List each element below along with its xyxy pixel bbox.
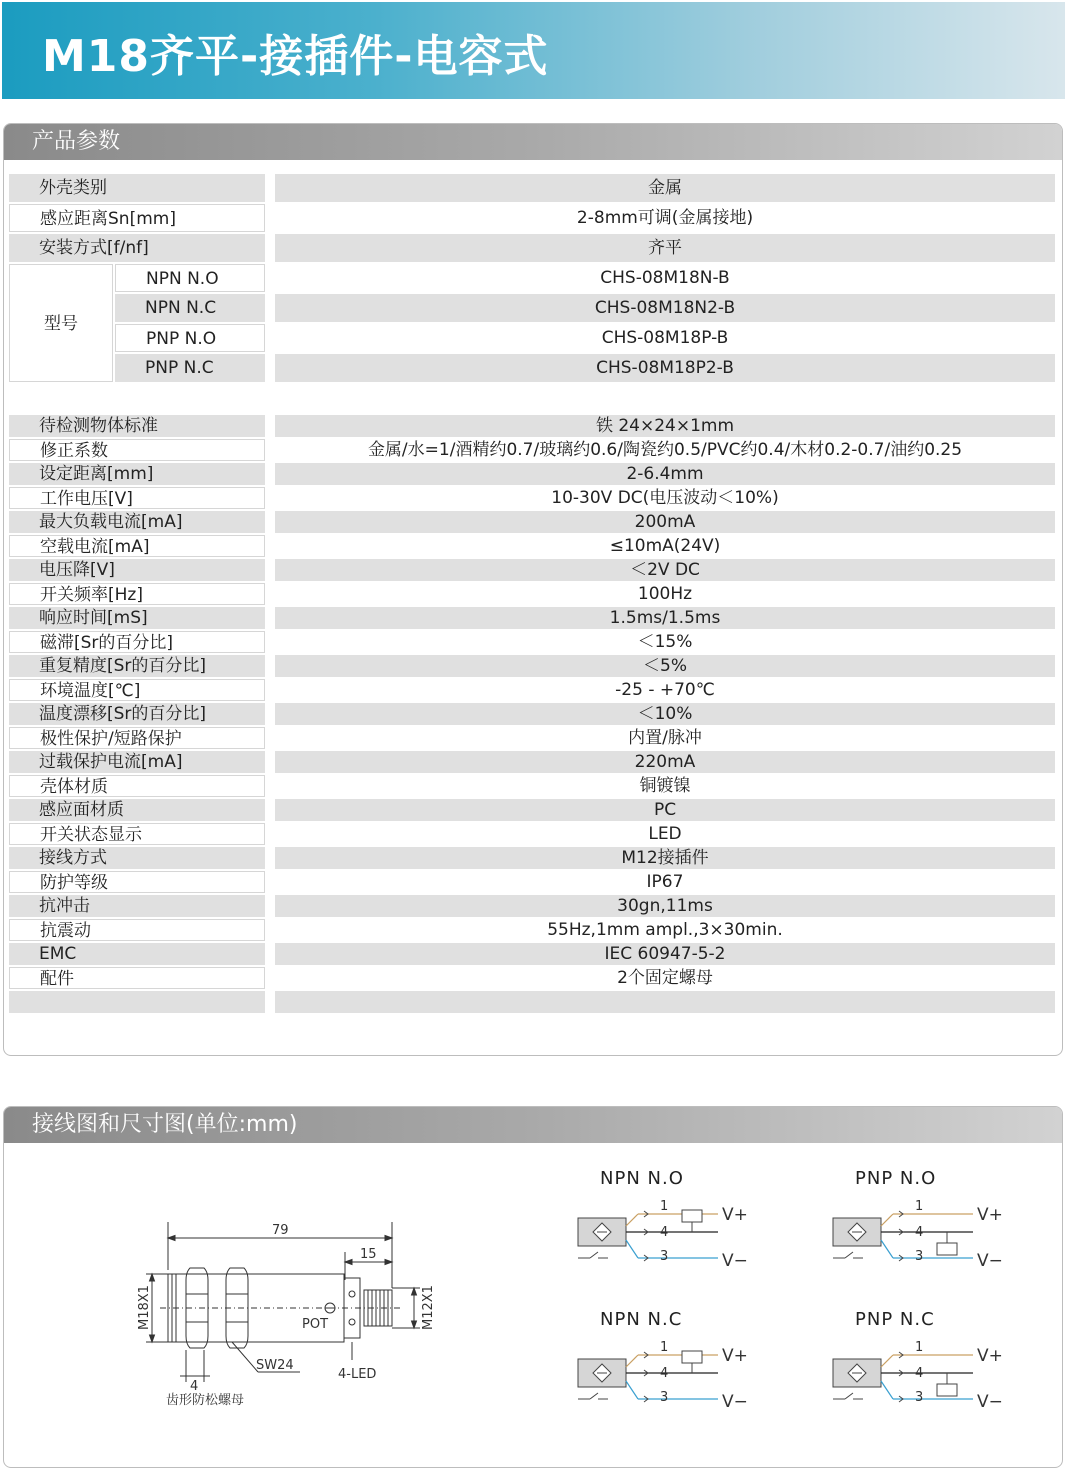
row-value: 铁 24×24×1mm bbox=[275, 415, 1055, 437]
model-type: NPN N.O bbox=[115, 264, 265, 292]
wiring-vminus: V− bbox=[722, 1251, 748, 1271]
row-value: 金属/水=1/酒精约0.7/玻璃约0.6/陶瓷约0.5/PVC约0.4/木材0.2-0.7/油约0.25 bbox=[275, 439, 1055, 461]
row-value: 10-30V DC(电压波动＜10%) bbox=[275, 487, 1055, 509]
wiring-diagram bbox=[831, 1194, 1031, 1294]
wiring-pin: 4 bbox=[660, 1225, 669, 1240]
row-label: 极性保护/短路保护 bbox=[9, 727, 265, 749]
row-value: M12接插件 bbox=[275, 847, 1055, 869]
row-value: ＜15% bbox=[275, 631, 1055, 653]
table-row bbox=[9, 463, 1055, 485]
table-row bbox=[9, 871, 1055, 893]
row-label: 开关状态显示 bbox=[9, 823, 265, 845]
dim-length-thread: 15 bbox=[360, 1247, 377, 1262]
model-code: CHS-08M18P2-B bbox=[275, 354, 1055, 382]
wiring-pin: 1 bbox=[915, 1199, 924, 1214]
dim-length-total: 79 bbox=[272, 1223, 289, 1238]
wiring-pin: 3 bbox=[915, 1249, 924, 1264]
row-label: 工作电压[V] bbox=[9, 487, 265, 509]
row-value: ＜2V DC bbox=[275, 559, 1055, 581]
table-row bbox=[9, 535, 1055, 557]
row-value: 100Hz bbox=[275, 583, 1055, 605]
wiring-pin: 3 bbox=[915, 1390, 924, 1405]
row-label: 修正系数 bbox=[9, 439, 265, 461]
params-panel bbox=[3, 123, 1063, 1056]
table-row bbox=[9, 919, 1055, 941]
wiring-vplus: V+ bbox=[722, 1346, 748, 1366]
model-row bbox=[115, 294, 1055, 322]
header-banner bbox=[2, 2, 1065, 99]
table-row bbox=[9, 679, 1055, 701]
wiring-pin: 3 bbox=[660, 1249, 669, 1264]
table-row bbox=[9, 967, 1055, 989]
diagram-unit: (单位:mm) bbox=[186, 1112, 298, 1137]
row-label: 开关频率[Hz] bbox=[9, 583, 265, 605]
page-title: M18齐平-接插件-电容式 bbox=[42, 31, 549, 82]
diagram-title: 接线图和尺寸图 bbox=[32, 1112, 187, 1137]
pot-label: POT bbox=[302, 1317, 329, 1332]
row-value: 220mA bbox=[275, 751, 1055, 773]
table-row bbox=[9, 991, 1055, 1013]
model-type: NPN N.C bbox=[115, 294, 265, 322]
row-label bbox=[9, 991, 265, 1013]
wiring-vminus: V− bbox=[977, 1251, 1003, 1271]
wiring-vplus: V+ bbox=[977, 1346, 1003, 1366]
row-label: 待检测物体标准 bbox=[9, 415, 265, 437]
row-value: 2-6.4mm bbox=[275, 463, 1055, 485]
table-row bbox=[9, 847, 1055, 869]
row-value: 金属 bbox=[275, 174, 1055, 202]
wiring-vminus: V− bbox=[722, 1392, 748, 1412]
wiring-pin: 1 bbox=[915, 1340, 924, 1355]
wiring-diagram bbox=[576, 1335, 776, 1435]
wiring-pin: 4 bbox=[915, 1225, 924, 1240]
row-label: 最大负载电流[mA] bbox=[9, 511, 265, 533]
table-row bbox=[9, 204, 1055, 232]
wiring-pin: 4 bbox=[660, 1366, 669, 1381]
row-value: PC bbox=[275, 799, 1055, 821]
table-row bbox=[9, 727, 1055, 749]
row-value: IEC 60947-5-2 bbox=[275, 943, 1055, 965]
row-value: ＜5% bbox=[275, 655, 1055, 677]
row-value: LED bbox=[275, 823, 1055, 845]
wiring-pin: 3 bbox=[660, 1390, 669, 1405]
wiring-vplus: V+ bbox=[722, 1205, 748, 1225]
row-label: 响应时间[mS] bbox=[9, 607, 265, 629]
model-type: PNP N.C bbox=[115, 354, 265, 382]
table-row bbox=[9, 583, 1055, 605]
row-label: 重复精度[Sr的百分比] bbox=[9, 655, 265, 677]
row-label: 安装方式[f/nf] bbox=[9, 234, 265, 262]
model-row bbox=[115, 354, 1055, 382]
row-value: 内置/脉冲 bbox=[275, 727, 1055, 749]
table-row bbox=[9, 511, 1055, 533]
model-code: CHS-08M18P-B bbox=[601, 328, 729, 348]
row-value: ＜10% bbox=[275, 703, 1055, 725]
row-label: 抗震动 bbox=[9, 919, 265, 941]
row-value bbox=[275, 991, 1055, 1013]
dim-body-thread: M18X1 bbox=[137, 1285, 152, 1330]
row-label: 环境温度[℃] bbox=[9, 679, 265, 701]
wiring-title: PNP N.C bbox=[855, 1309, 935, 1330]
wiring-vminus: V− bbox=[977, 1392, 1003, 1412]
model-label: 型号 bbox=[9, 264, 113, 382]
row-value: 55Hz,1mm ampl.,3×30min. bbox=[275, 919, 1055, 941]
row-label: 防护等级 bbox=[9, 871, 265, 893]
row-value: 铜镀镍 bbox=[275, 775, 1055, 797]
row-value: IP67 bbox=[275, 871, 1055, 893]
table-row bbox=[9, 799, 1055, 821]
row-label: 感应面材质 bbox=[9, 799, 265, 821]
row-label: 感应距离Sn[mm] bbox=[9, 204, 265, 232]
table-row bbox=[9, 607, 1055, 629]
row-label: 磁滞[Sr的百分比] bbox=[9, 631, 265, 653]
dimension-drawing bbox=[120, 1210, 450, 1420]
params-section-title: 产品参数 bbox=[4, 124, 1062, 160]
row-label: 温度漂移[Sr的百分比] bbox=[9, 703, 265, 725]
wiring-title: PNP N.O bbox=[855, 1168, 937, 1189]
wiring-diagram bbox=[831, 1335, 1031, 1435]
table-row bbox=[9, 775, 1055, 797]
row-value: 200mA bbox=[275, 511, 1055, 533]
spec-table bbox=[9, 415, 1055, 1015]
table-row bbox=[9, 559, 1055, 581]
diagram-section-title bbox=[4, 1107, 1062, 1143]
model-type: PNP N.O bbox=[115, 324, 265, 352]
row-label: 设定距离[mm] bbox=[9, 463, 265, 485]
row-value: 2-8mm可调(金属接地) bbox=[275, 204, 1055, 232]
table-row bbox=[9, 895, 1055, 917]
row-label: 配件 bbox=[9, 967, 265, 989]
led-label: 4-LED bbox=[338, 1367, 377, 1382]
table-row bbox=[9, 174, 1055, 202]
table-row bbox=[9, 823, 1055, 845]
wiring-diagram bbox=[576, 1194, 776, 1294]
row-label: 过载保护电流[mA] bbox=[9, 751, 265, 773]
table-row bbox=[9, 439, 1055, 461]
row-value: ≤10mA(24V) bbox=[275, 535, 1055, 557]
model-code: CHS-08M18N-B bbox=[600, 268, 730, 288]
basic-table bbox=[9, 174, 1055, 384]
row-label: 壳体材质 bbox=[9, 775, 265, 797]
sw-label: SW24 bbox=[256, 1358, 294, 1373]
model-row bbox=[115, 264, 1055, 292]
row-label: 接线方式 bbox=[9, 847, 265, 869]
wiring-pin: 1 bbox=[660, 1199, 669, 1214]
wiring-pin: 4 bbox=[915, 1366, 924, 1381]
table-row bbox=[9, 631, 1055, 653]
row-label: 抗冲击 bbox=[9, 895, 265, 917]
table-row bbox=[9, 487, 1055, 509]
table-row bbox=[9, 655, 1055, 677]
table-row bbox=[9, 415, 1055, 437]
row-label: 电压降[V] bbox=[9, 559, 265, 581]
table-row bbox=[9, 234, 1055, 262]
wiring-title: NPN N.C bbox=[600, 1309, 683, 1330]
wiring-pin: 1 bbox=[660, 1340, 669, 1355]
row-label: 外壳类别 bbox=[9, 174, 265, 202]
row-value: 2个固定螺母 bbox=[275, 967, 1055, 989]
model-row bbox=[115, 324, 1055, 352]
nut-thickness: 4 bbox=[190, 1379, 199, 1394]
row-value: 1.5ms/1.5ms bbox=[275, 607, 1055, 629]
table-row bbox=[9, 943, 1055, 965]
row-value: -25 - +70℃ bbox=[275, 679, 1055, 701]
row-label: 空载电流[mA] bbox=[9, 535, 265, 557]
wiring-vplus: V+ bbox=[977, 1205, 1003, 1225]
row-value: 30gn,11ms bbox=[275, 895, 1055, 917]
nut-label: 齿形防松螺母 bbox=[166, 1393, 245, 1408]
table-row bbox=[9, 703, 1055, 725]
model-code: CHS-08M18N2-B bbox=[275, 294, 1055, 322]
row-label: EMC bbox=[9, 943, 265, 965]
model-group bbox=[9, 264, 1055, 382]
row-value: 齐平 bbox=[275, 234, 1055, 262]
dim-connector-thread: M12X1 bbox=[421, 1285, 436, 1330]
wiring-title: NPN N.O bbox=[600, 1168, 684, 1189]
table-row bbox=[9, 751, 1055, 773]
